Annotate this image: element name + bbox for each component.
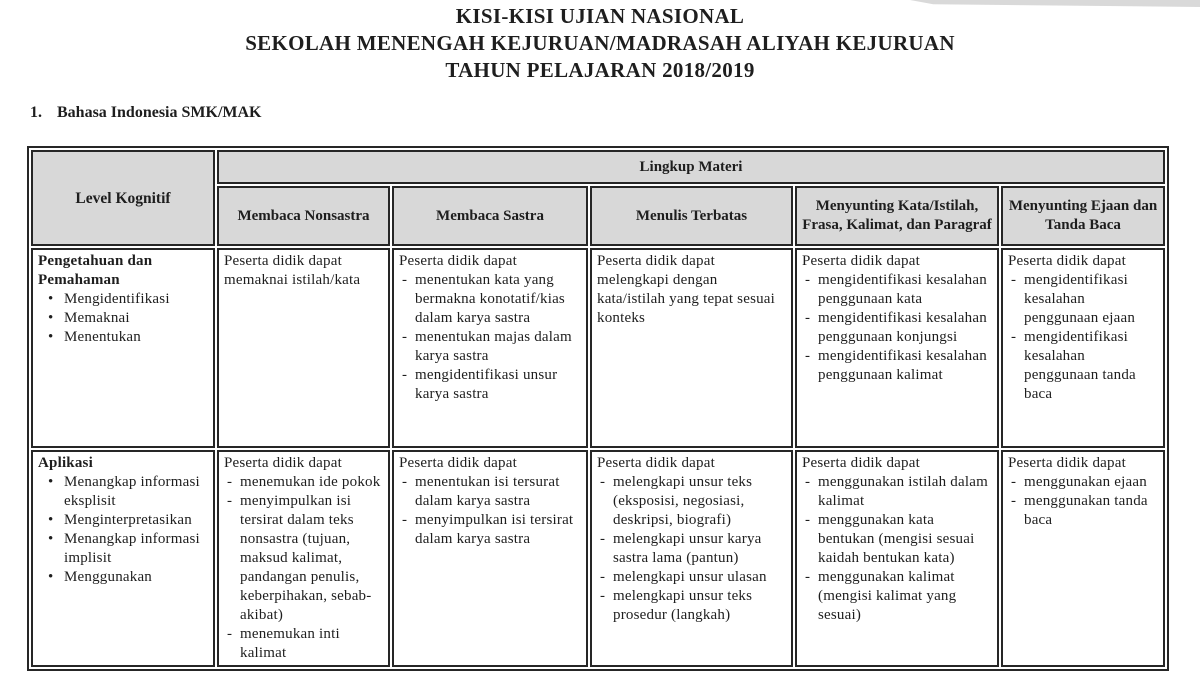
cell-membaca-nonsastra [217, 450, 390, 667]
cell-list-item: - menentukan isi tersurat dalam karya sastra [399, 473, 581, 511]
kisi-kisi-table [27, 146, 1169, 671]
header-lingkup-materi: Lingkup Materi [217, 150, 1165, 184]
cell-intro: Peserta didik dapat [802, 253, 920, 269]
section-label: Bahasa Indonesia SMK/MAK [57, 104, 262, 121]
level-bullet-item: • Menangkap informasi eksplisit [38, 473, 208, 511]
cell-list-item: - mengidentifikasi kesalahan penggunaan kata [802, 271, 992, 309]
header-level-kognitif: Level Kognitif [31, 150, 215, 246]
header-menyunting-ejaan: Menyunting Ejaan dan Tanda Baca [1001, 186, 1165, 246]
cell-list-item: - menggunakan kata bentukan (mengisi sesuai kaidah bentukan kata) [802, 511, 992, 568]
cell-intro: Peserta didik dapat [802, 455, 920, 471]
cell-list-item: - menyimpulkan isi tersirat dalam teks nonsastra (tujuan, maksud kalimat, pandangan penulis, keberpihakan, sebab-akibat) [224, 492, 383, 625]
cell-intro: Peserta didik dapat [399, 253, 517, 269]
cell-list-item: - menemukan ide pokok [224, 473, 383, 492]
level-bullet-item: • Menentukan [38, 328, 208, 347]
header-membaca-nonsastra: Membaca Nonsastra [217, 186, 390, 246]
cell-list-item: - menyimpulkan isi tersirat dalam karya sastra [399, 511, 581, 549]
cell-list-item: - menemukan inti kalimat [224, 625, 383, 663]
header-menulis-terbatas: Menulis Terbatas [590, 186, 793, 246]
cell-intro: Peserta didik dapat memaknai istilah/kata [224, 253, 361, 288]
cell-menyunting-kata [795, 450, 999, 667]
cell-list-item: - melengkapi unsur ulasan [597, 568, 786, 587]
header-membaca-sastra: Membaca Sastra [392, 186, 588, 246]
level-bullet-item: • Mengidentifikasi [38, 290, 208, 309]
level-cell-aplikasi [31, 450, 215, 667]
cell-list-item: - menggunakan istilah dalam kalimat [802, 473, 992, 511]
cell-list-item: - mengidentifikasi unsur karya sastra [399, 366, 581, 404]
cell-menyunting-kata [795, 248, 999, 448]
cell-intro: Peserta didik dapat [224, 455, 342, 471]
title-line-2: SEKOLAH MENENGAH KEJURUAN/MADRASAH ALIYAH KEJURUAN [245, 31, 955, 55]
level-title: Pengetahuan dan Pemahaman [38, 253, 153, 288]
cell-list-item: - menggunakan tanda baca [1008, 492, 1158, 530]
document-title [0, 0, 1200, 84]
cell-membaca-sastra [392, 248, 588, 448]
level-title: Aplikasi [38, 455, 93, 471]
cell-list-item: - menentukan kata yang bermakna konotatif/kias dalam karya sastra [399, 271, 581, 328]
cell-intro: Peserta didik dapat [1008, 455, 1126, 471]
cell-intro: Peserta didik dapat [1008, 253, 1126, 269]
cell-intro: Peserta didik dapat [399, 455, 517, 471]
cell-menulis-terbatas [590, 450, 793, 667]
cell-list-item: - menggunakan kalimat (mengisi kalimat yang sesuai) [802, 568, 992, 625]
level-bullet-item: • Memaknai [38, 309, 208, 328]
cell-list-item: - mengidentifikasi kesalahan penggunaan kalimat [802, 347, 992, 385]
cell-menyunting-ejaan [1001, 450, 1165, 667]
cell-intro: Peserta didik dapat [597, 455, 715, 471]
level-bullet-item: • Menginterpretasikan [38, 511, 208, 530]
level-bullet-item: • Menangkap informasi implisit [38, 530, 208, 568]
title-line-3: TAHUN PELAJARAN 2018/2019 [445, 58, 755, 82]
cell-list-item: - melengkapi unsur teks (eksposisi, negosiasi, deskripsi, biografi) [597, 473, 786, 530]
cell-membaca-sastra [392, 450, 588, 667]
cell-list-item: - melengkapi unsur karya sastra lama (pantun) [597, 530, 786, 568]
title-line-1: KISI-KISI UJIAN NASIONAL [455, 4, 745, 28]
header-menyunting-kata: Menyunting Kata/Istilah, Frasa, Kalimat, dan Paragraf [795, 186, 999, 246]
level-cell-pengetahuan [31, 248, 215, 448]
cell-list-item: - menentukan majas dalam karya sastra [399, 328, 581, 366]
cell-list-item: - mengidentifikasi kesalahan penggunaan konjungsi [802, 309, 992, 347]
cell-list-item: - mengidentifikasi kesalahan penggunaan tanda baca [1008, 328, 1158, 404]
cell-list-item: - mengidentifikasi kesalahan penggunaan ejaan [1008, 271, 1158, 328]
cell-menulis-terbatas [590, 248, 793, 448]
level-bullet-item: • Menggunakan [38, 568, 208, 587]
cell-membaca-nonsastra [217, 248, 390, 448]
cell-list-item: - melengkapi unsur teks prosedur (langkah) [597, 587, 786, 625]
cell-intro: Peserta didik dapat melengkapi dengan kata/istilah yang tepat sesuai konteks [597, 253, 776, 326]
cell-list-item: - menggunakan ejaan [1008, 473, 1158, 492]
section-heading [30, 104, 1200, 122]
cell-menyunting-ejaan [1001, 248, 1165, 448]
section-number: 1. [30, 104, 42, 121]
